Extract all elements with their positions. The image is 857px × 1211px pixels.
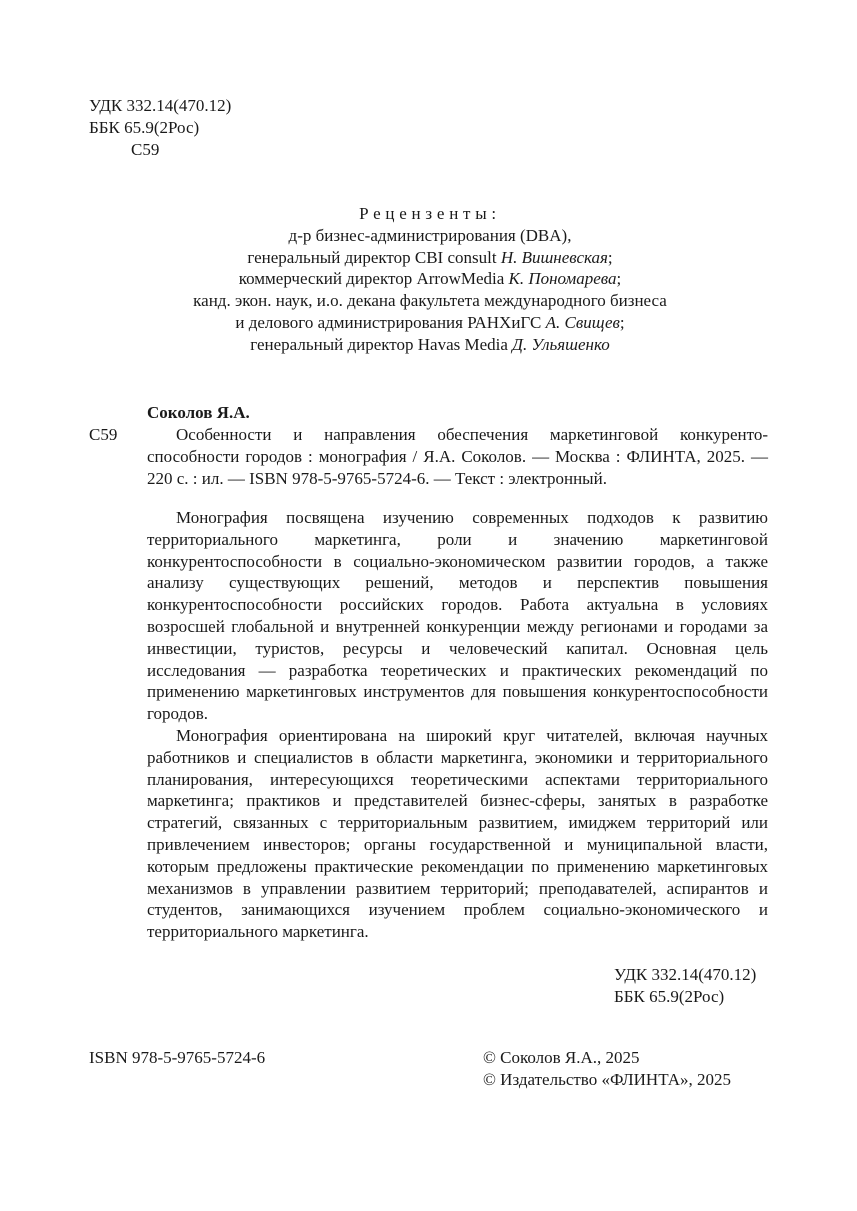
reviewer-name: Н. Вишневская [500,247,608,267]
copyright-author: © Соколов Я.А., 2025 [483,1048,640,1067]
copyright-block [483,1047,731,1091]
reviewer-line: генеральный директор CBI consult Н. Вишневская; [247,247,613,267]
reviewer-line: д-р бизнес-администрирования (DBA), [288,225,572,245]
reviewer-name: К. Пономарева [508,269,617,289]
udk-code: УДК 332.14(470.12) [89,96,232,115]
reviewer-line: канд. экон. наук, и.о. декана факультета международного бизнеса [193,291,667,311]
reviewer-line: коммерческий директор ArrowMedia К. Пономарева; [238,269,622,289]
reviewers-block [90,203,770,356]
bbk-code: ББК 65.9(2Рос) [614,986,725,1006]
author-sign: С59 [131,139,160,159]
bibliographic-record: Особенности и направления обеспечения маркетинговой конкуренто-способности городов : монография / Я.А. Соколов. — Москва : ФЛИНТА, 2025. — 220 с. : ил. — ISBN 978-5-9765-5724-6. — Текст : электронный. [147,425,768,488]
bibliography-code: С59 [89,425,118,444]
classification-codes-bottom [614,964,756,1008]
reviewers-heading: Рецензенты: [359,204,501,223]
udk-code: УДК 332.14(470.12) [614,965,757,984]
abstract-paragraph: Монография посвящена изучению современных подходов к развитию территориального маркетинга, роли и значению маркетинговой конкурентоспособности в социально-экономическом развитии городов, а также анализу существующих решений, методов и перспектив повышения конкурентоспособности российских городов. Работа актуальна в условиях возросшей глобальной и внутренней конкуренции между регионами и городами за инвестиции, туристов, ресурсы и человеческий капитал. Основная цель исследования — разработка теоретических и практических рекомендаций по применению маркетинговых инструментов для повышения конкурентоспособности городов. [147,508,768,724]
reviewer-line: и делового администрирования РАНХиГС А. Свищев; [235,312,625,332]
bbk-code: ББК 65.9(2Рос) [89,117,200,137]
author-heading: Соколов Я.А. [147,403,250,422]
abstract-paragraph: Монография ориентирована на широкий круг читателей, включая научных работников и специалистов в области маркетинга, экономики и территориального планирования, интересующихся теоретическими аспектами территориального маркетинга; практиков и представителей бизнес-сферы, занятых в разработке стратегий, связанных с территориальным развитием, имиджем территорий или привлечением инвесторов; органы государственной и муниципальной власти, которым предложены практические рекомендации по применению маркетинговых механизмов в управлении развитием территорий; преподавателей, аспирантов и студентов, занимающихся изучением проблем социально-экономического и территориального маркетинга. [147,725,768,942]
classification-codes-top [89,95,231,160]
reviewer-name: Д. Ульяшенко [512,334,610,354]
reviewer-line: генеральный директор Havas Media Д. Ульяшенко [250,334,610,354]
abstract [147,507,768,943]
copyright-publisher: © Издательство «ФЛИНТА», 2025 [483,1069,732,1089]
reviewer-name: А. Свищев [545,312,620,332]
isbn: ISBN 978-5-9765-5724-6 [89,1048,266,1067]
